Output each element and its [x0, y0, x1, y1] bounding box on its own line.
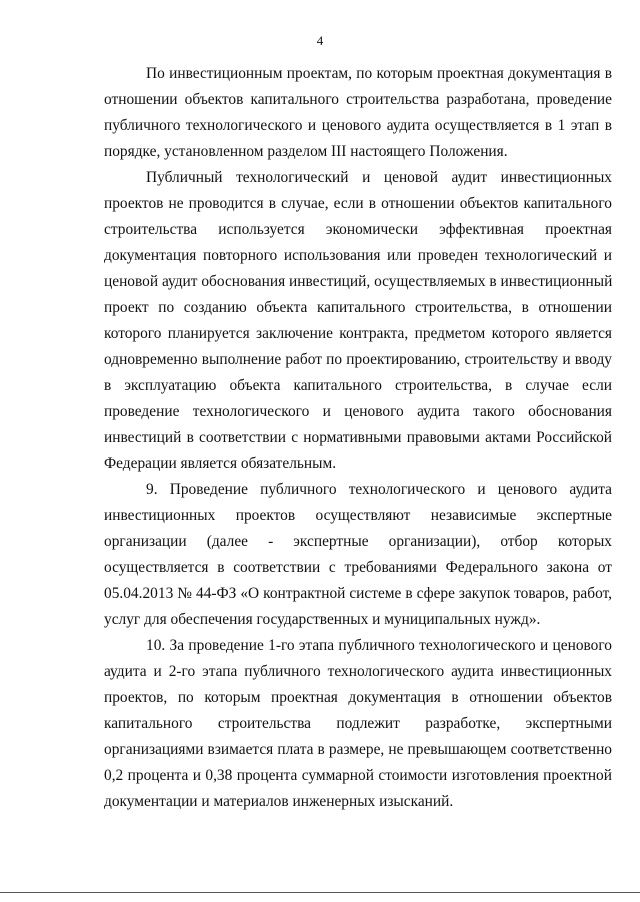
paragraph-2-line-9: в эксплуатацию объекта капитального строительства, в случае если [104, 377, 612, 394]
paragraph-2-line-4: документация повторного использования или проведен технологический и [104, 247, 612, 264]
paragraph-3-line-6: услуг для обеспечения государственных и муниципальных нужд». [104, 611, 541, 628]
paragraph-3-line-4: осуществляется в соответствии с требованиями Федерального закона от [104, 559, 612, 576]
paragraph-2-line-2: проектов не проводится в случае, если в отношении объектов капитального [104, 195, 612, 212]
paragraph-1-line-3: публичного технологического и ценового аудита осуществляется в 1 этап в [104, 117, 612, 134]
paragraph-2-line-11: инвестиций в соответствии с нормативными правовыми актами Российской [104, 429, 612, 446]
paragraph-2-line-8: одновременно выполнение работ по проектированию, строительству и вводу [104, 351, 612, 368]
paragraph-2-line-10: проведение технологического и ценового аудита такого обоснования [104, 403, 612, 420]
paragraph-4-line-4: капитального строительства подлежит разработке, экспертными [104, 715, 612, 732]
paragraph-3-line-2: инвестиционных проектов осуществляют независимые экспертные [104, 507, 612, 524]
paragraph-1-line-1: По инвестиционным проектам, по которым проектная документация в [146, 65, 612, 82]
paragraph-2-line-3: строительства используется экономически эффективная проектная [104, 221, 612, 238]
paragraph-1-line-2: отношении объектов капитального строительства разработана, проведение [104, 91, 612, 108]
paragraph-2-line-6: проект по созданию объекта капитального строительства, в отношении [104, 299, 612, 316]
paragraph-4-line-2: аудита и 2-го этапа публичного технологического аудита инвестиционных [104, 663, 612, 680]
paragraph-4-line-5: организациями взимается плата в размере, не превышающем соответственно [104, 741, 612, 758]
paragraph-1-line-4: порядке, установленном разделом III настоящего Положения. [104, 143, 508, 160]
paragraph-2-line-7: которого планируется заключение контракта, предметом которого является [104, 325, 612, 342]
paragraph-2-line-1: Публичный технологический и ценовой аудит инвестиционных [146, 169, 612, 186]
paragraph-3-line-1: 9. Проведение публичного технологического и ценового аудита [146, 481, 612, 498]
paragraph-4-line-7: документации и материалов инженерных изысканий. [104, 793, 454, 810]
page-bottom-divider [0, 892, 640, 893]
paragraph-4-line-3: проектов, по которым проектная документация в отношении объектов [104, 689, 612, 706]
paragraph-3-line-5: 05.04.2013 № 44-ФЗ «О контрактной системе в сфере закупок товаров, работ, [104, 585, 612, 602]
paragraph-4-line-1: 10. За проведение 1-го этапа публичного технологического и ценового [146, 637, 612, 654]
paragraph-2-line-12: Федерации является обязательным. [104, 455, 337, 472]
paragraph-2-line-5: ценовой аудит обоснования инвестиций, осуществляемых в инвестиционный [104, 273, 613, 290]
paragraph-4-line-6: 0,2 процента и 0,38 процента суммарной стоимости изготовления проектной [104, 767, 612, 784]
paragraph-3-line-3: организации (далее - экспертные организации), отбор которых [104, 533, 612, 550]
page-number: 4 [316, 33, 324, 48]
